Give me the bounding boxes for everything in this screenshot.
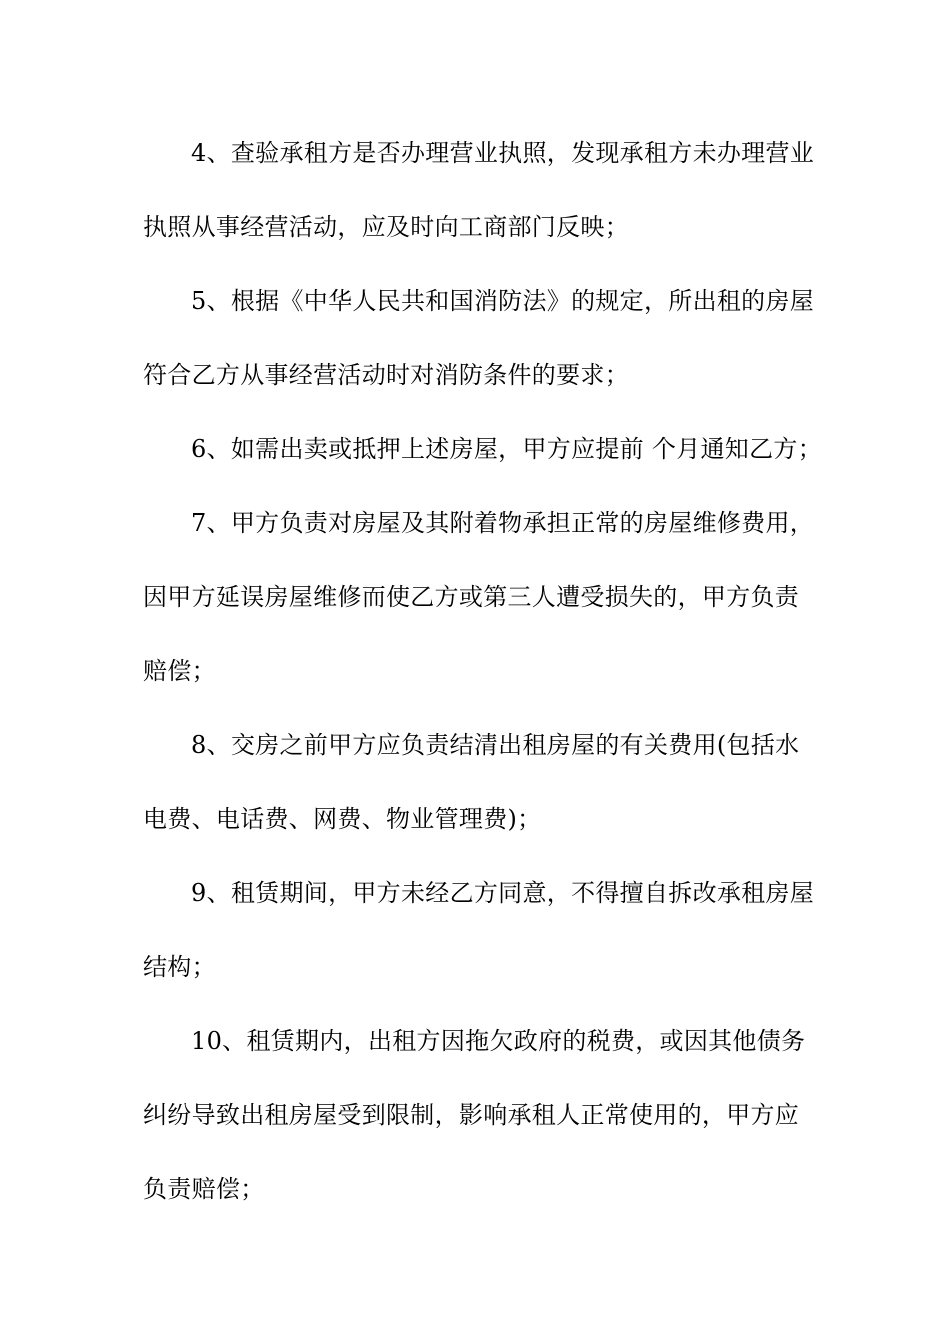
clause-4-line-1: 4、查验承租方是否办理营业执照，发现承租方未办理营业	[191, 139, 815, 167]
clause-6-line-1: 6、如需出卖或抵押上述房屋，甲方应提前 个月通知乙方；	[191, 435, 822, 463]
clause-10-line-3: 负责赔偿；	[143, 1175, 265, 1203]
clause-8-line-2: 电费、电话费、网费、物业管理费)；	[143, 805, 542, 833]
clause-7-line-1: 7、甲方负责对房屋及其附着物承担正常的房屋维修费用，	[191, 509, 815, 537]
clause-5-line-1: 5、根据《中华人民共和国消防法》的规定，所出租的房屋	[191, 287, 815, 315]
clause-5-line-2: 符合乙方从事经营活动时对消防条件的要求；	[143, 361, 629, 389]
clause-9-line-1: 9、租赁期间，甲方未经乙方同意，不得擅自拆改承租房屋	[191, 879, 815, 907]
clause-7-line-2: 因甲方延误房屋维修而使乙方或第三人遭受损失的，甲方负责	[143, 583, 800, 611]
clause-7-line-3: 赔偿；	[143, 657, 216, 685]
clause-9-line-2: 结构；	[143, 953, 216, 981]
clause-10-line-2: 纠纷导致出租房屋受到限制，影响承租人正常使用的，甲方应	[143, 1101, 800, 1129]
clause-10-line-1: 10、租赁期内，出租方因拖欠政府的税费，或因其他债务	[191, 1027, 806, 1055]
clause-4-line-2: 执照从事经营活动，应及时向工商部门反映；	[143, 213, 629, 241]
clause-8-line-1: 8、交房之前甲方应负责结清出租房屋的有关费用(包括水	[191, 731, 800, 759]
